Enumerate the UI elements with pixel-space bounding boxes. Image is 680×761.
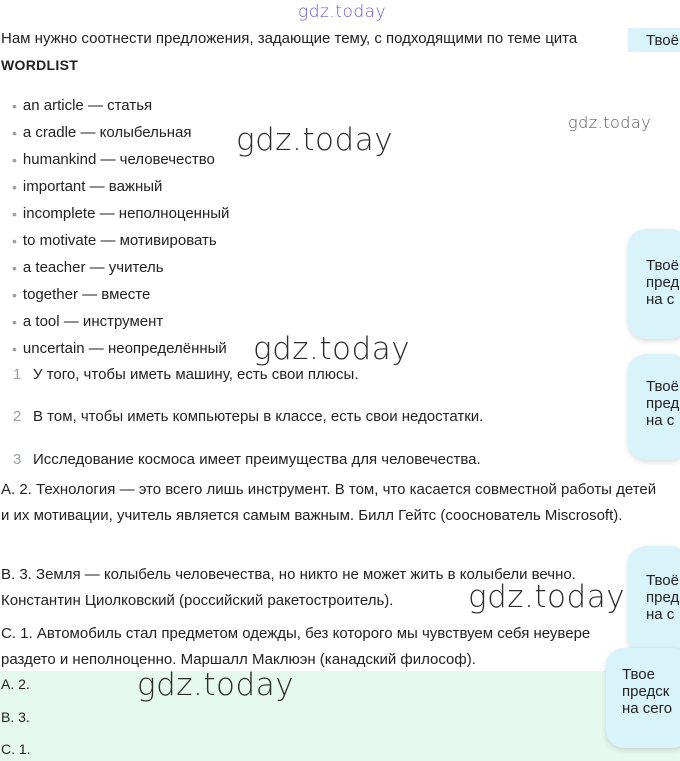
list-item: • uncertain — неопределённый [12, 340, 227, 357]
bullet-icon: • [12, 340, 17, 357]
chat-bubble-3[interactable]: Твоё пред на с [628, 546, 680, 654]
list-item: • to motivate — мотивировать [12, 232, 217, 249]
bullet-icon: • [12, 232, 17, 249]
watermark-big-3: gdz.today [468, 579, 626, 615]
list-item: • together — вместе [12, 286, 151, 303]
list-item: • an article — статья [12, 97, 153, 114]
bullet-icon: • [12, 151, 17, 168]
chat-bubble-1[interactable]: Твоё пред на с [628, 229, 680, 339]
task-description: Нам нужно соотнести предложения, задающие тему, с подходящими по теме цита [1, 30, 578, 47]
bullet-icon: • [12, 97, 17, 114]
list-item: • incomplete — неполноценный [12, 205, 230, 222]
chat-bubble-2[interactable]: Твоё пред на с [628, 354, 680, 460]
watermark-top: gdz.today [298, 2, 387, 22]
bullet-icon: • [12, 178, 17, 195]
chat-tab-top[interactable]: Твоё [628, 28, 680, 52]
topic-item-2: 2 В том, чтобы иметь компьютеры в классе, есть свои недостатки. [13, 408, 484, 425]
answer-c: C. 1. [1, 741, 31, 757]
list-item: • important — важный [12, 178, 163, 195]
topic-item-3: 3 Исследование космоса имеет преимущества для человечества. [13, 451, 481, 468]
quote-b: B. 3. Земля — колыбель человечества, но никто не может жить в колыбели вечно. Константин Циолковский (российский ракетостроитель). [1, 566, 576, 609]
quote-c: C. 1. Автомобиль стал предметом одежды, без которого мы чувствуем себя неувере раздето и неполноценно. Маршалл Маклюэн (канадский философ). [1, 625, 591, 668]
watermark-big-1: gdz.today [236, 122, 394, 158]
list-item: • a cradle — колыбельная [12, 124, 192, 141]
bullet-icon: • [12, 205, 17, 222]
list-item: • a tool — инструмент [12, 313, 164, 330]
wordlist-title: WORDLIST [1, 57, 79, 73]
answer-a: A. 2. [1, 676, 30, 692]
chat-bubble-4[interactable]: Твое предск на сего [606, 648, 680, 748]
list-item: • humankind — человечество [12, 151, 215, 168]
bullet-icon: • [12, 286, 17, 303]
bullet-icon: • [12, 259, 17, 276]
bullet-icon: • [12, 124, 17, 141]
wordlist [12, 92, 229, 362]
watermark-big-2: gdz.today [253, 331, 411, 367]
list-item: • a teacher — учитель [12, 259, 164, 276]
quote-a: A. 2. Технология — это всего лишь инструмент. В том, что касается совместной работы детей и их мотивации, учитель является самым важным. Билл Гейтс (сооснователь Miscrosoft). [1, 481, 657, 524]
topic-item-1: 1 У того, чтобы иметь машину, есть свои плюсы. [13, 366, 359, 383]
bullet-icon: • [12, 313, 17, 330]
answer-b: B. 3. [1, 709, 30, 725]
watermark-right: gdz.today [568, 113, 652, 132]
watermark-big-4: gdz.today [137, 667, 295, 703]
answers-panel [0, 671, 680, 761]
